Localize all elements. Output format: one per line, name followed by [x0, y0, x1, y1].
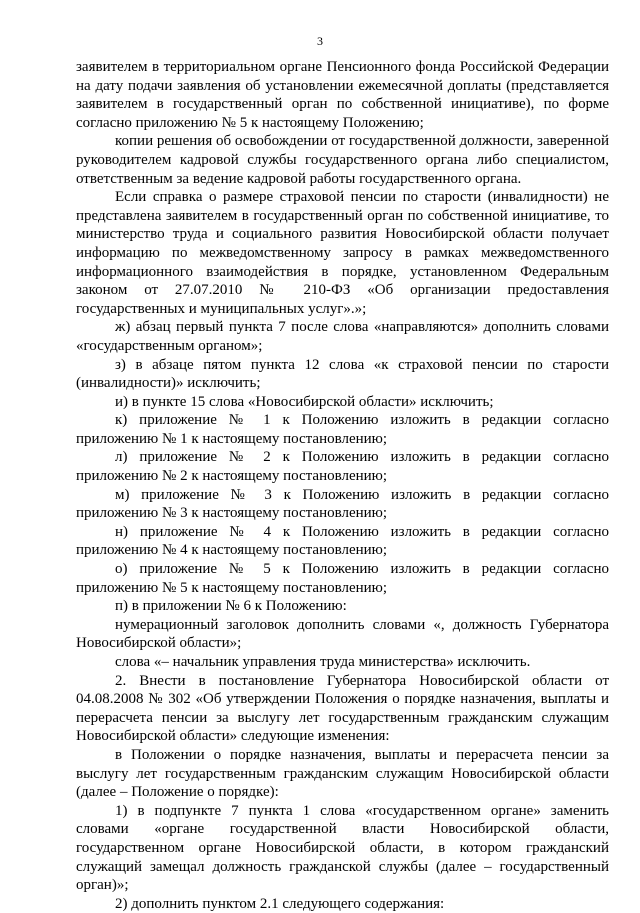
- paragraph: Если справка о размере страховой пенсии по старости (инвалидности) не представлена заявителем в государственный орган по собственной инициативе, то министерство труда и социального развития Новосибирской области получает информацию по межведомственному запросу в рамках межведомственного информационного взаимодействия в порядке, установленном Федеральным законом от 27.07.2010 № 210-ФЗ «Об организации предоставления государственных и муниципальных услуг».»;: [76, 189, 609, 317]
- paragraph: 2. Внести в постановление Губернатора Новосибирской области от 04.08.2008 № 302 «Об утверждении Положения о порядке назначения, выплаты и перерасчета пенсии за выслугу лет государственным гражданским служащим Новосибирской области» следующие изменения:: [76, 672, 609, 745]
- paragraph: в Положении о порядке назначения, выплаты и перерасчета пенсии за выслугу лет государственным гражданским служащим Новосибирской области (далее – Положение о порядке):: [76, 746, 609, 801]
- document-body: [76, 58, 609, 913]
- paragraph: п) в приложении № 6 к Положению:: [115, 598, 347, 615]
- paragraph: к) приложение № 1 к Положению изложить в редакции согласно приложению № 1 к настоящему постановлению;: [76, 412, 609, 447]
- page-number: 3: [317, 34, 323, 48]
- paragraph: и) в пункте 15 слова «Новосибирской области» исключить;: [115, 393, 494, 410]
- paragraph: о) приложение № 5 к Положению изложить в редакции согласно приложению № 5 к настоящему постановлению;: [76, 561, 609, 596]
- paragraph: 1) в подпункте 7 пункта 1 слова «государственном органе» заменить словами «органе государственной власти Новосибирской области, государственном органе Новосибирской области, в котором гражданский служащий замещал должность гражданской службы (далее – государственный орган)»;: [76, 802, 609, 894]
- paragraph: ж) абзац первый пункта 7 после слова «направляются» дополнить словами «государственным органом»;: [76, 319, 609, 354]
- paragraph: заявителем в территориальном органе Пенсионного фонда Российской Федерации на дату подачи заявления об установлении ежемесячной доплаты (представляется заявителем в государственный орган по собственной инициативе), по форме согласно приложению № 5 к настоящему Положению;: [76, 59, 609, 131]
- paragraph: нумерационный заголовок дополнить словами «, должность Губернатора Новосибирской области»;: [76, 616, 609, 652]
- paragraph: з) в абзаце пятом пункта 12 слова «к страховой пенсии по старости (инвалидности)» исключить;: [76, 356, 609, 392]
- paragraph: л) приложение № 2 к Положению изложить в редакции согласно приложению № 2 к настоящему постановлению;: [76, 449, 609, 485]
- paragraph: слова «– начальник управления труда министерства» исключить.: [115, 654, 531, 670]
- paragraph: н) приложение № 4 к Положению изложить в редакции согласно приложению № 4 к настоящему постановлению;: [76, 523, 609, 559]
- paragraph: м) приложение № 3 к Положению изложить в редакции согласно приложению № 3 к настоящему постановлению;: [76, 486, 609, 522]
- paragraph: копии решения об освобождении от государственной должности, заверенной руководителем кадровой службы государственного органа либо специалистом, ответственным за ведение кадровой работы государственного органа.: [76, 133, 609, 187]
- paragraph: 2) дополнить пунктом 2.1 следующего содержания:: [115, 895, 445, 912]
